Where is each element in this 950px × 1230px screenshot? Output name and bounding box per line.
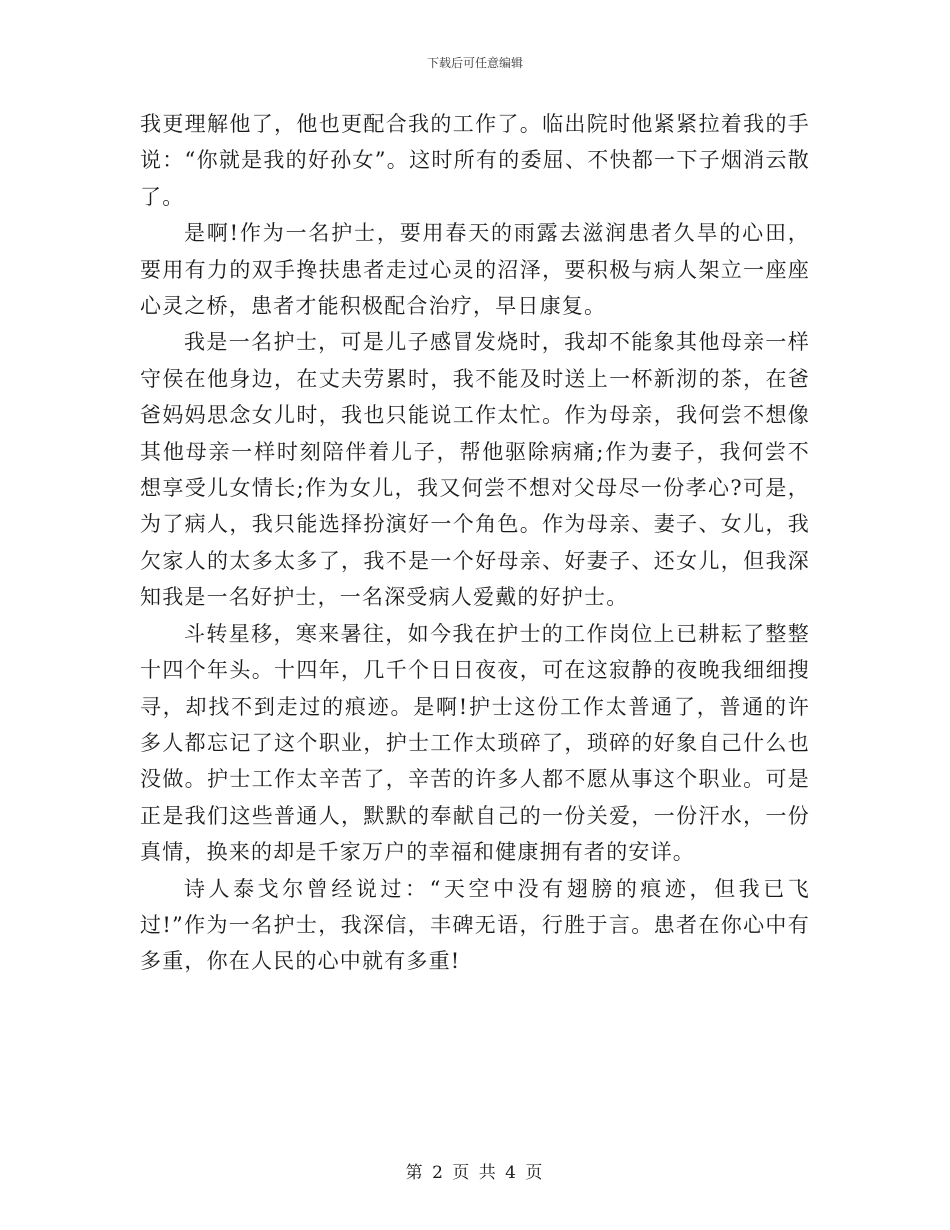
paragraph-2: 是啊!作为一名护士，要用春天的雨露去滋润患者久旱的心田，要用有力的双手搀扶患者走过心灵的沼泽，要积极与病人架立一座座心灵之桥，患者才能积极配合治疗，早日康复。 <box>140 221 810 319</box>
paragraph-5: 诗人泰戈尔曾经说过：“天空中没有翅膀的痕迹，但我已飞过!”作为一名护士，我深信，丰碑无语，行胜于言。患者在你心中有多重，你在人民的心中就有多重! <box>140 876 810 974</box>
paragraph-1: 我更理解他了，他也更配合我的工作了。临出院时他紧紧拉着我的手说：“你就是我的好孙女”。这时所有的委屈、不快都一下子烟消云散了。 <box>140 112 810 209</box>
page-number: 第 2 页 共 4 页 <box>405 1163 545 1183</box>
paragraph-4: 斗转星移，寒来暑往，如今我在护士的工作岗位上已耕耘了整整十四个年头。十四年，几千个日日夜夜，可在这寂静的夜晚我细细搜寻，却找不到走过的痕迹。是啊!护士这份工作太普通了，普通的许多人都忘记了这个职业，护士工作太琐碎了，琐碎的好象自己什么也没做。护士工作太辛苦了，辛苦的许多人都不愿从事这个职业。可是正是我们这些普通人，默默的奉献自己的一份关爱，一份汗水，一份真情，换来的却是千家万户的幸福和健康拥有者的安详。 <box>140 621 810 865</box>
paragraph-3: 我是一名护士，可是儿子感冒发烧时，我却不能象其他母亲一样守侯在他身边，在丈夫劳累时，我不能及时送上一杯新沏的茶，在爸爸妈妈思念女儿时，我也只能说工作太忙。作为母亲，我何尝不想像其他母亲一样时刻陪伴着儿子，帮他驱除病痛;作为妻子，我何尝不想享受儿女情长;作为女儿，我又何尝不想对父母尽一份孝心?可是，为了病人，我只能选择扮演好一个角色。作为母亲、妻子、女儿，我欠家人的太多太多了，我不是一个好母亲、好妻子、还女儿，但我深知我是一名好护士，一名深受病人爱戴的好护士。 <box>140 330 810 610</box>
document-body <box>140 106 810 980</box>
page-header-note: 下载后可任意编辑 <box>426 56 523 70</box>
